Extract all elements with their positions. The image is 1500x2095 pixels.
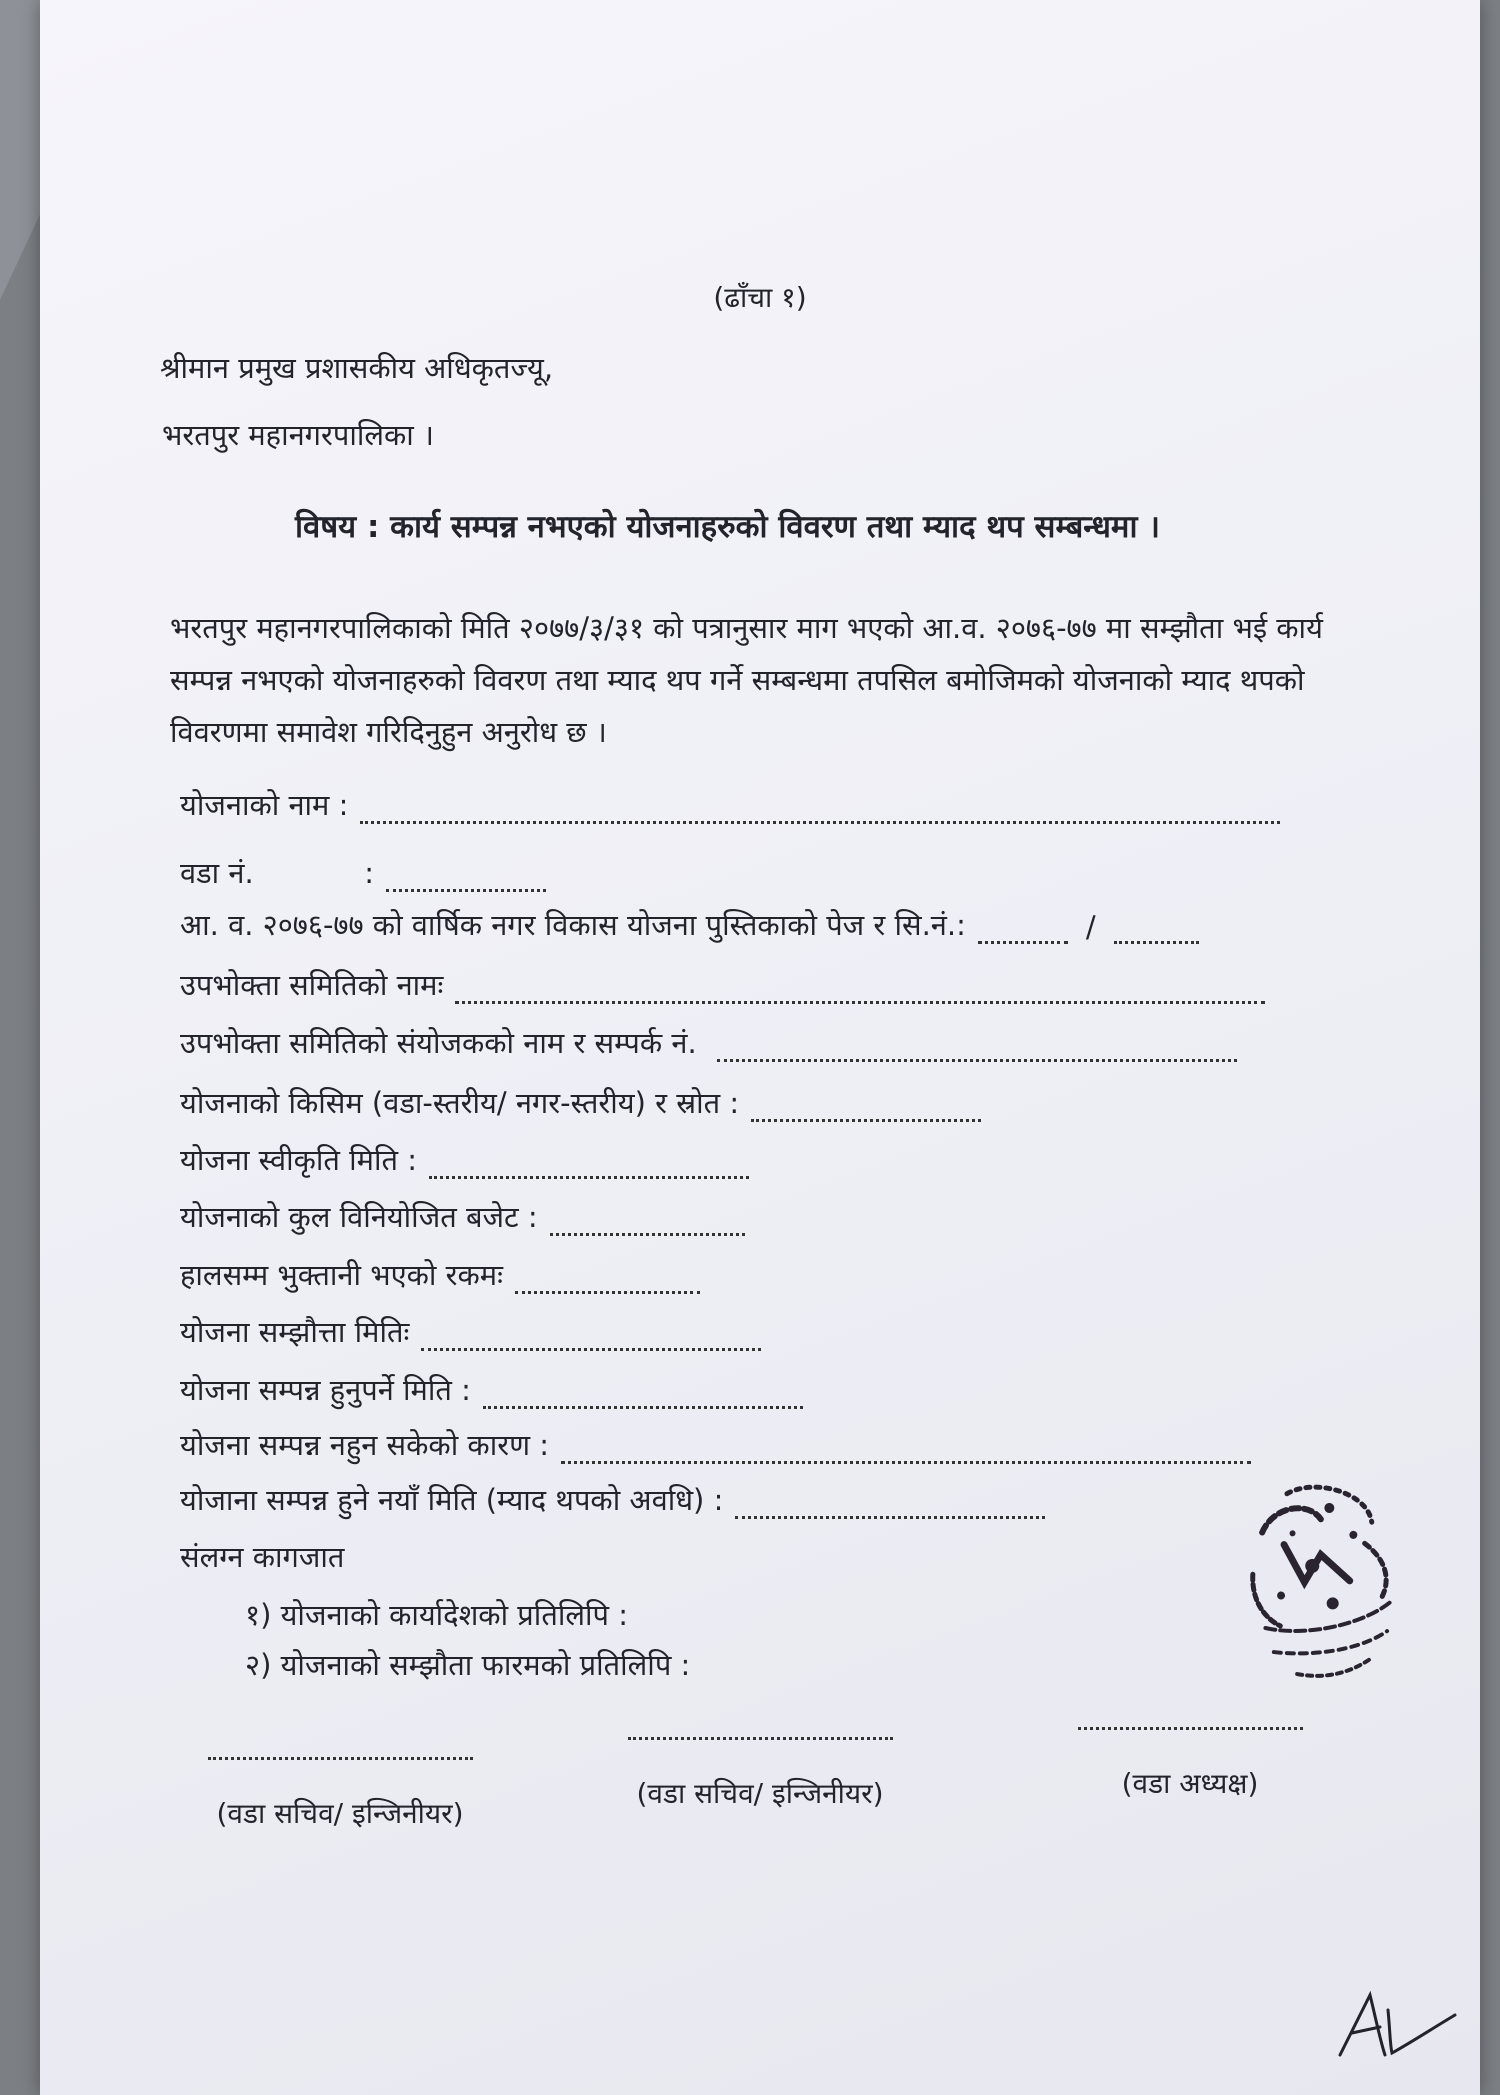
field-label: वडा नं. : [180,856,375,890]
document-sheet [40,0,1480,2095]
field-agreement-date [180,1312,761,1351]
blank-line [483,1388,803,1409]
field-project-type [180,1083,981,1122]
signature-block-secretary-1 [190,1755,490,1832]
field-committee-name [180,965,1265,1004]
blank-line [429,1158,749,1179]
addressee-line-2: भरतपुर महानगरपालिका । [162,418,435,452]
addressee-line-1: श्रीमान प्रमुख प्रशासकीय अधिकृतज्यू, [160,351,554,385]
signature-line [628,1735,893,1740]
body-paragraph: भरतपुर महानगरपालिकाको मिति २०७७/३/३१ को पत्रानुसार माग भएको आ.व. २०७६-७७ मा सम्झौता भई कार्य सम्पन्न नभएको योजनाहरुको विवरण तथा म्याद थप गर्ने सम्बन्धमा तपसिल बमोजिमको योजनाको म्याद थपको विवरणमा समावेश गरिदिनुहुन अनुरोध छ । [170,611,1323,749]
field-label: योजाना सम्पन्न हुने नयाँ मिति (म्याद थपको अवधि) : [180,1483,724,1517]
blank-line [751,1101,981,1122]
field-label: उपभोक्ता समितिको नामः [180,968,444,1002]
field-coordinator [180,1023,1237,1062]
field-label: आ. व. २०७६-७७ को वार्षिक नगर विकास योजना पुस्तिकाको पेज र सि.नं.: [180,908,966,942]
blank-line [561,1443,1251,1464]
signature-caption: (वडा सचिव/ इन्जिनीयर) [216,1797,464,1830]
blank-line [455,983,1265,1004]
signature-line [1078,1725,1303,1730]
blank-line [978,923,1068,944]
field-label: उपभोक्ता समितिको संयोजकको नाम र सम्पर्क नं. [180,1026,697,1060]
separator: / [1085,910,1096,944]
signature-line [208,1755,473,1760]
form-label: (ढाँचा १) [713,281,807,314]
field-label: योजना सम्पन्न हुनुपर्ने मिति : [180,1373,471,1407]
blank-line [421,1330,761,1351]
subject-line: विषय : कार्य सम्पन्न नभएको योजनाहरुको विवरण तथा म्याद थप सम्बन्धमा । [295,509,1161,545]
handwritten-initials [1330,1985,1460,2065]
blank-line [515,1273,700,1294]
blank-line [360,803,1280,824]
field-label: योजनाको नाम : [180,788,349,822]
field-paid-amount [180,1255,700,1294]
field-project-name [180,785,1280,824]
field-reason [180,1425,1251,1464]
field-label: योजना सम्पन्न नहुन सकेको कारण : [180,1428,550,1462]
field-label: योजना स्वीकृति मिति : [180,1143,418,1177]
field-approval-date [180,1140,749,1179]
signature-caption: (वडा अध्यक्ष) [1121,1767,1259,1800]
attachment-item: २) योजनाको सम्झौता फारमको प्रतिलिपि : [245,1648,691,1682]
signature-block-chairperson [1070,1725,1310,1802]
signature-block-secretary-2 [605,1735,915,1812]
blank-line [386,871,546,892]
blank-line [735,1498,1045,1519]
field-label: योजनाको किसिम (वडा-स्तरीय/ नगर-स्तरीय) र स्रोत : [180,1086,740,1120]
ink-stamp [1215,1459,1425,1712]
signature-caption: (वडा सचिव/ इन्जिनीयर) [636,1777,884,1810]
blank-line [717,1041,1237,1062]
attachments-heading: संलग्न कागजात [180,1540,345,1574]
blank-line [1114,923,1199,944]
field-new-date [180,1480,1045,1519]
attachment-item: १) योजनाको कार्यादेशको प्रतिलिपि : [245,1598,628,1632]
field-label: योजना सम्झौत्ता मितिः [180,1315,410,1349]
field-ward-no [180,853,546,892]
field-label: योजनाको कुल विनियोजित बजेट : [180,1200,538,1234]
field-booklet-ref [180,905,1199,944]
field-due-date [180,1370,803,1409]
blank-line [550,1215,745,1236]
field-label: हालसम्म भुक्तानी भएको रकमः [180,1258,503,1292]
field-budget [180,1197,745,1236]
